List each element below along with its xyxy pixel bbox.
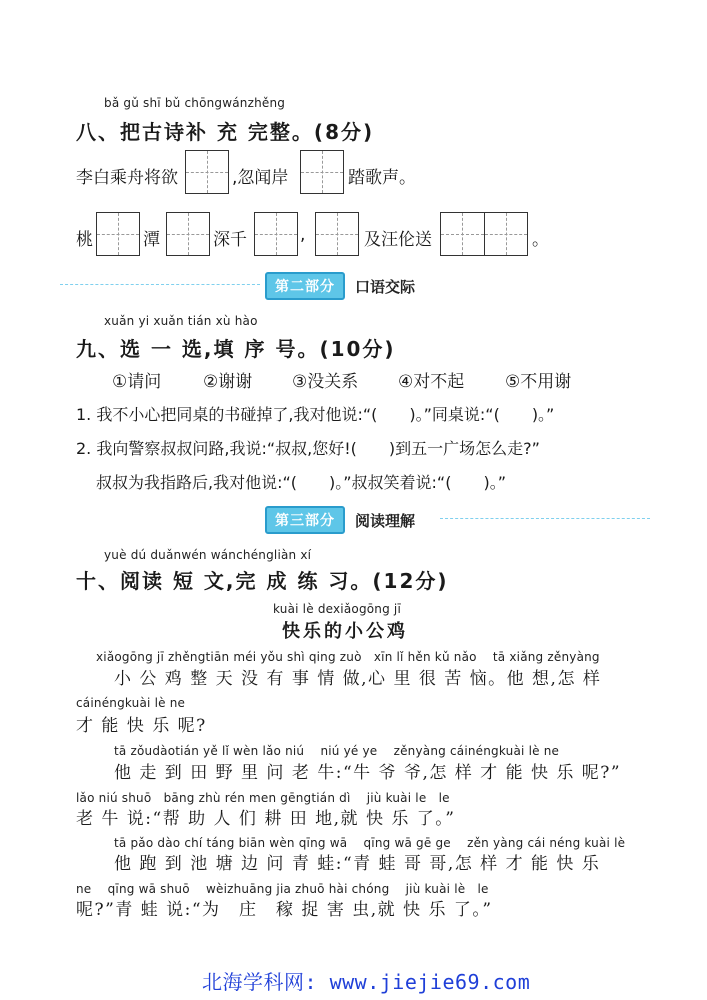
story-line6-pinyin: ne qīng wā shuō wèizhuāng jia zhuō hài chóng jiù kuài lè le [76,882,489,896]
poem-line1-part1: 李白乘舟将欲 [76,168,178,188]
part2-banner [265,272,415,300]
poem-line2-part1: 桃 [76,230,93,250]
footer-watermark: 北海学科网: www.jiejie69.com [202,970,531,994]
part3-banner [265,506,415,534]
poem-line1-part2: ,忽闻岸 [232,168,289,188]
story-line4: 老 牛 说:“帮 助 人 们 耕 田 地,就 快 乐 了。” [76,809,456,829]
answer-grid-4[interactable] [166,212,210,256]
section9-title: 九、选 一 选,填 序 号。(10分) [76,337,396,361]
story-line5-pinyin: tā pǎo dào chí táng biān wèn qīng wā qīng wā gē ge zěn yàng cái néng kuài lè [114,836,626,850]
poem-line2-end: 。 [532,230,549,250]
option-1: ①请问 [112,372,162,392]
question-1: 1. 我不小心把同桌的书碰掉了,我对他说:“( )。”同桌说:“( )。” [76,405,555,424]
poem-line2-part4: , [300,225,306,245]
story-line2-pinyin: cáinéngkuài lè ne [76,696,186,710]
poem-line2-part2: 潭 [143,230,160,250]
story-line6: 呢?”青 蛙 说:“为 庄 稼 捉 害 虫,就 快 乐 了。” [76,900,493,920]
story-line1-pinyin: xiǎogōng jī zhěngtiān méi yǒu shì qing zuò xīn lǐ hěn kǔ nǎo tā xiǎng zěnyàng [96,650,600,664]
answer-grid-2[interactable] [300,150,344,194]
story-title-pinyin: kuài lè dexiǎogōng jī [273,602,402,616]
poem-line1-part3: 踏歌声。 [348,168,416,188]
story-line2: 才 能 快 乐 呢? [76,716,207,736]
poem-line2-part3: 深千 [213,230,247,250]
story-line3-pinyin: tā zǒudàotián yě lǐ wèn lǎo niú niú yé ye zěnyàng cáinéngkuài lè ne [114,744,560,758]
option-2: ②谢谢 [203,372,253,392]
answer-grid-6[interactable] [315,212,359,256]
answer-grid-3[interactable] [96,212,140,256]
story-line4-pinyin: lǎo niú shuō bāng zhù rén men gēngtián dì jiù kuài le le [76,791,450,805]
part2-title: 口语交际 [355,277,416,296]
option-4: ④对不起 [398,372,465,392]
question-2-line2: 叔叔为我指路后,我对他说:“( )。”叔叔笑着说:“( )。” [96,473,506,492]
section9-pinyin: xuǎn yi xuǎn tián xù hào [104,314,258,328]
story-line1: 小 公 鸡 整 天 没 有 事 情 做,心 里 很 苦 恼。他 想,怎 样 [114,669,602,689]
option-3: ③没关系 [292,372,359,392]
story-title: 快乐的小公鸡 [282,621,408,642]
story-line5: 他 跑 到 池 塘 边 问 青 蛙:“青 蛙 哥 哥,怎 样 才 能 快 乐 [114,854,601,874]
question-2-line1: 2. 我向警察叔叔问路,我说:“叔叔,您好!( )到五一广场怎么走?” [76,439,540,458]
section8-pinyin: bǎ gǔ shī bǔ chōngwánzhěng [104,96,286,110]
story-line3: 他 走 到 田 野 里 问 老 牛:“牛 爷 爷,怎 样 才 能 快 乐 呢?” [114,763,622,783]
section10-pinyin: yuè dú duǎnwén wánchéngliàn xí [104,548,312,562]
poem-line2-part5: 及汪伦送 [364,230,432,250]
part3-title: 阅读理解 [355,511,416,530]
section10-title: 十、阅读 短 文,完 成 练 习。(12分) [76,569,449,593]
divider-right [440,518,650,519]
divider-left [60,284,260,285]
part3-badge: 第三部分 [265,506,345,534]
section8-title: 八、把古诗补 充 完整。(8分) [76,120,375,144]
part2-badge: 第二部分 [265,272,345,300]
option-5: ⑤不用谢 [505,372,572,392]
answer-grid-1[interactable] [185,150,229,194]
answer-grid-5[interactable] [254,212,298,256]
answer-grid-7[interactable] [440,212,528,256]
